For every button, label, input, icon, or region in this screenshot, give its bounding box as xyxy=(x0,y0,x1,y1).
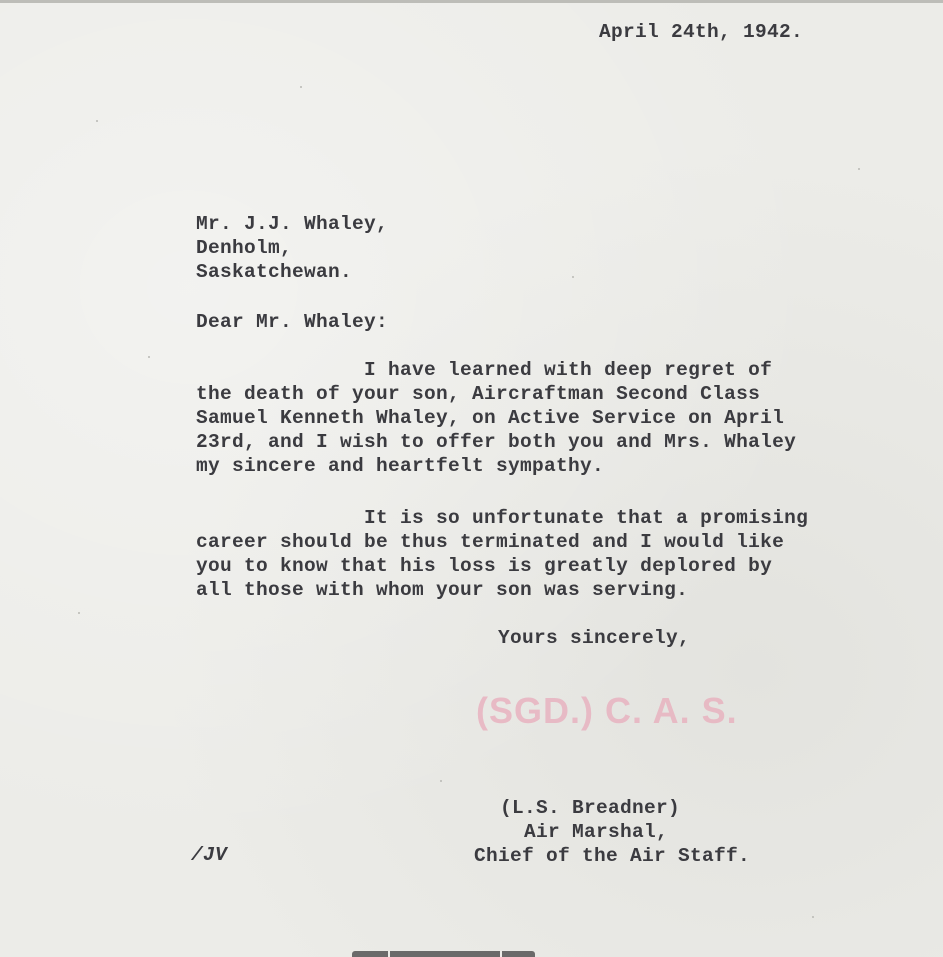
signatory-title: Chief of the Air Staff. xyxy=(474,845,751,867)
signature-block xyxy=(474,796,750,868)
paragraph-career xyxy=(196,506,808,602)
signatory-rank: Air Marshal, xyxy=(524,821,669,843)
paragraph-line: you to know that his loss is greatly deplored by xyxy=(196,555,773,577)
paper-speck xyxy=(440,780,442,782)
signatory-name: (L.S. Breadner) xyxy=(500,797,681,819)
address-line-town: Denholm, xyxy=(196,237,293,259)
closing: Yours sincerely, xyxy=(498,627,691,649)
viewer-control-divider xyxy=(500,951,502,957)
page-top-edge xyxy=(0,0,943,3)
paragraph-line: all those with whom your son was serving. xyxy=(196,579,689,601)
letter-date: April 24th, 1942. xyxy=(599,21,804,43)
paper-speck xyxy=(812,916,814,918)
paragraph-line: It is so unfortunate that a promising xyxy=(196,507,809,529)
paragraph-line: my sincere and heartfelt sympathy. xyxy=(196,455,605,477)
signed-stamp: (SGD.) C. A. S. xyxy=(476,690,738,731)
paper-speck xyxy=(858,168,860,170)
paper-speck xyxy=(78,612,80,614)
typist-initials: /JV xyxy=(191,844,228,866)
viewer-control-bar[interactable] xyxy=(352,951,535,957)
viewer-control-divider xyxy=(388,951,390,957)
address-line-name: Mr. J.J. Whaley, xyxy=(196,213,389,235)
paper-speck xyxy=(148,356,150,358)
paragraph-line: Samuel Kenneth Whaley, on Active Service on April xyxy=(196,407,785,429)
paragraph-line: 23rd, and I wish to offer both you and Mrs. Whaley xyxy=(196,431,797,453)
paper-speck xyxy=(572,276,574,278)
recipient-address xyxy=(196,212,388,284)
paragraph-line: the death of your son, Aircraftman Second Class xyxy=(196,383,761,405)
paragraph-condolence xyxy=(196,358,796,478)
address-line-province: Saskatchewan. xyxy=(196,261,353,283)
paragraph-line: I have learned with deep regret of xyxy=(196,359,773,381)
paper-speck xyxy=(300,86,302,88)
salutation: Dear Mr. Whaley: xyxy=(196,311,389,333)
paper-speck xyxy=(96,120,98,122)
paragraph-line: career should be thus terminated and I would like xyxy=(196,531,785,553)
